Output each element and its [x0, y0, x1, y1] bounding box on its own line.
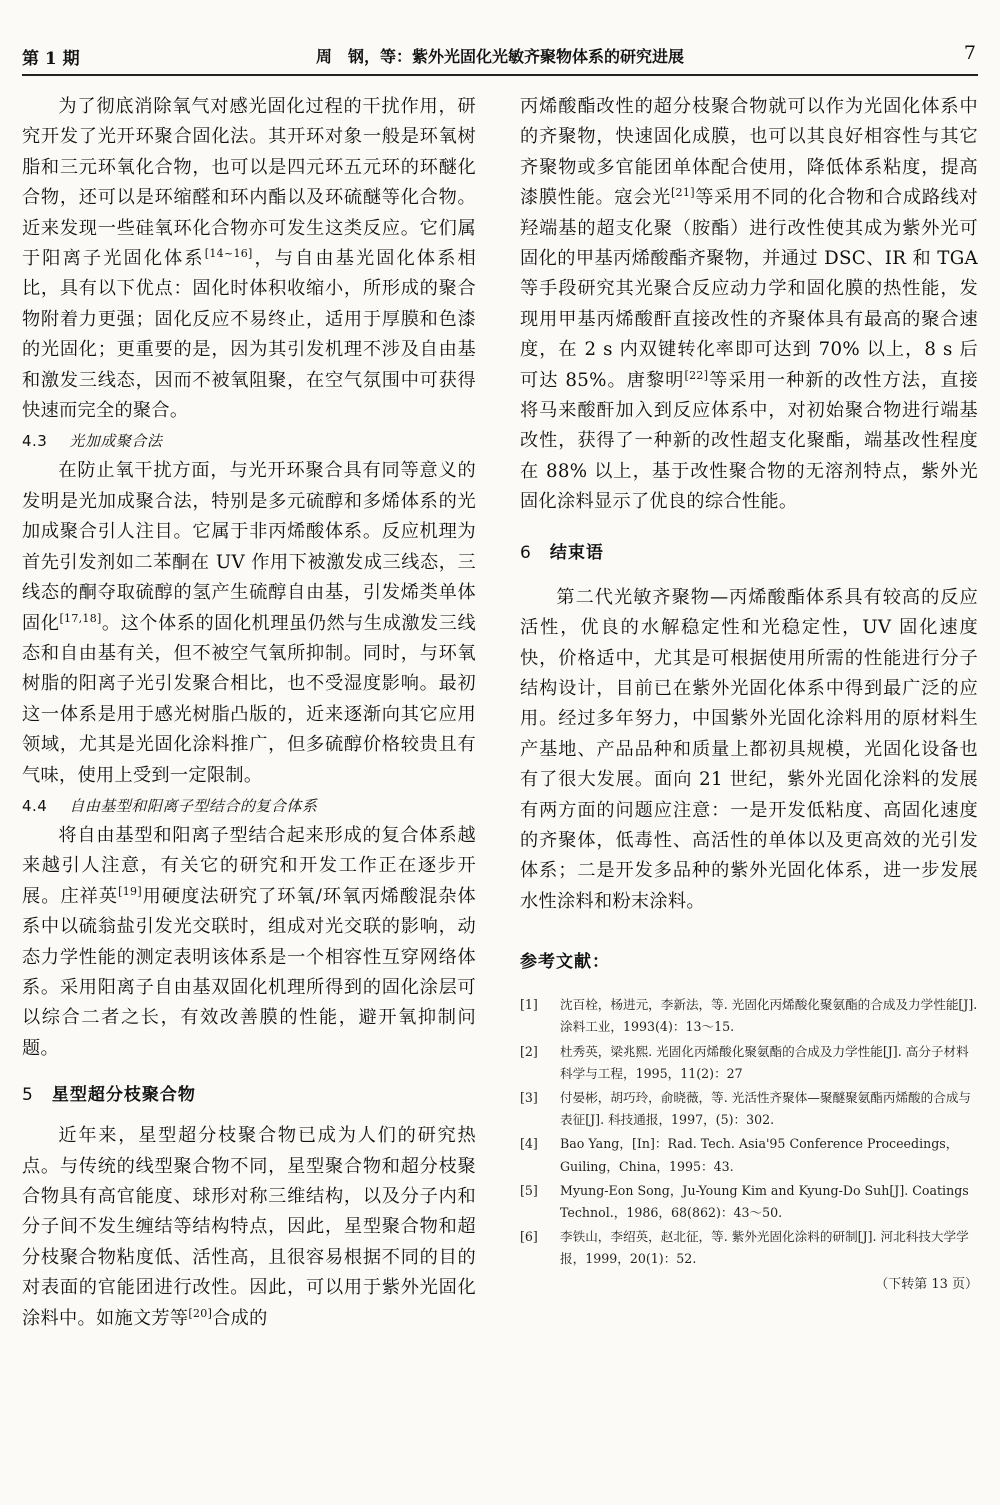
left-column	[22, 92, 476, 1334]
reference-text: 杜秀英，梁兆熙. 光固化丙烯酸化聚氨酯的合成及力学性能[J]. 高分子材料科学与工程，1995，11(2)：27	[560, 1043, 969, 1081]
running-title: 周 钢，等：紫外光固化光敏齐聚物体系的研究进展	[315, 47, 684, 66]
subsection-heading-4-3	[22, 426, 476, 456]
reference-number: [3]	[520, 1089, 538, 1105]
text: 将自由基型和阳离子型结合起来形成的复合体系越来越引人注意，有关它的研究和开发工作正在逐步开展。庄祥英	[22, 824, 476, 907]
right-column	[520, 92, 978, 1292]
section-number: 5	[22, 1085, 34, 1106]
citation: [19]	[118, 884, 142, 898]
text: 合成的	[212, 1307, 268, 1329]
section-title: 结束语	[549, 542, 604, 563]
page-number: 7	[963, 42, 976, 64]
text: 等采用一种新的改性方法，直接将马来酸酐加入到反应体系中，对初始聚合物进行端基改性，获得了一种新的改性超支化聚酯，端基改性程度在 88% 以上，基于改性聚合物的无溶剂特点，紫外光固化涂料显示了优良的综合性能。	[520, 369, 978, 513]
paragraph-photo-addition	[22, 456, 476, 790]
subsection-number: 4.4	[22, 796, 48, 815]
reference-list	[520, 994, 978, 1270]
reference-item	[520, 1133, 978, 1177]
subsection-title: 光加成聚合法	[69, 432, 163, 451]
reference-text: Myung-Eon Song，Ju-Young Kim and Kyung-Do Suh[J]. Coatings Technol.，1986，68(862)：43～50.	[560, 1182, 969, 1220]
citation: [14~16]	[204, 247, 253, 261]
section-heading-6	[520, 538, 978, 563]
text: 用硬度法研究了环氧/环氧丙烯酸混杂体系中以硫翁盐引发光交联时，组成对光交联的影响，动态力学性能的测定表明该体系是一个相容性互穿网络体系。采用阳离子自由基双固化机理所得到的固化涂层可以综合二者之长，有效改善膜的性能，避开氧抑制问题。	[22, 885, 476, 1059]
paragraph-star-polymers	[22, 1121, 476, 1334]
subsection-number: 4.3	[22, 432, 48, 451]
paragraph-cationic-curing	[22, 92, 476, 426]
section-heading-5	[22, 1080, 476, 1105]
subsection-title: 自由基型和阳离子型结合的复合体系	[69, 796, 318, 815]
reference-text: Bao Yang，[In]：Rad. Tech. Asia'95 Conference Proceedings，Guiling，China，1995：43.	[560, 1136, 959, 1174]
page-header	[22, 38, 978, 76]
reference-text: 沈百栓，杨进元，李新法，等. 光固化丙烯酸化聚氨酯的合成及力学性能[J]. 涂料工业，1993(4)：13～15.	[560, 997, 978, 1035]
issue-label: 第 1 期	[22, 49, 80, 69]
text: 丙烯酸酯改性的超分枝聚合物就可以作为光固化体系中的齐聚物，快速固化成膜，也可以其良好相容性与其它齐聚物或多官能团单体配合使用，降低体系粘度，提高漆膜性能。寇会光	[520, 96, 978, 209]
text: 。这个体系的固化机理虽仍然与生成激发三线态和自由基有关，但不被空气氧所抑制。同时，与环氧树脂的阳离子光引发聚合相比，也不受湿度影响。最初这一体系是用于感光树脂凸版的，近来逐渐向其它应用领域，尤其是光固化涂料推广，但多硫醇价格较贵且有气味，使用上受到一定限制。	[22, 612, 476, 786]
text: ，与自由基光固化体系相比，具有以下优点：固化时体积收缩小，所形成的聚合物附着力更强；固化反应不易终止，适用于厚膜和色漆的光固化；更重要的是，因为其引发机理不涉及自由基和激发三线态，因而不被氧阻聚，在空气氛围中可获得快速而完全的聚合。	[22, 248, 476, 422]
reference-text: 李铁山，李绍英，赵北征，等. 紫外光固化涂料的研制[J]. 河北科技大学学报，1999，20(1)：52.	[560, 1229, 969, 1267]
section-number: 6	[520, 542, 532, 563]
references-heading: 参考文献：	[520, 952, 610, 973]
paragraph-hyperbranched-continued	[520, 92, 978, 518]
reference-number: [5]	[520, 1182, 538, 1198]
citation: [22]	[684, 368, 709, 382]
text: 等采用不同的化合物和合成路线对羟端基的超支化聚（胺酯）进行改性使其成为紫外光可固化的甲基丙烯酸酯齐聚物，并通过 DSC、IR 和 TGA 等手段研究其光聚合反应动力学和固化膜的热性能，发现用甲基丙烯酸酐直接改性的齐聚体具有最高的聚合速度，在 2 s 内双键转化率即可达到 70% 以上，8 s 后可达 85%。唐黎明	[520, 187, 978, 391]
reference-item	[520, 1041, 978, 1085]
reference-item	[520, 1087, 978, 1131]
citation: [21]	[671, 186, 695, 200]
reference-item	[520, 1180, 978, 1224]
continued-note: （下转第 13 页）	[875, 1276, 978, 1292]
text: 在防止氧干扰方面，与光开环聚合具有同等意义的发明是光加成聚合法，特别是多元硫醇和多烯体系的光加成聚合引人注目。它属于非丙烯酸体系。反应机理为首先引发剂如二苯酮在 UV 作用下被激发成三线态，三线态的酮夺取硫醇的氢产生硫醇自由基，引发烯类单体固化	[22, 460, 476, 634]
reference-text: 付晏彬，胡巧玲，俞晓薇，等. 光活性齐聚体—聚醚聚氨酯丙烯酸的合成与表征[J]. 科技通报，1997，(5)：302.	[560, 1089, 972, 1128]
paragraph-conclusion	[520, 583, 978, 917]
text: 第二代光敏齐聚物—丙烯酸酯体系具有较高的反应活性，优良的水解稳定性和光稳定性，UV 固化速度快，价格适中，尤其是可根据使用所需的性能进行分子结构设计，目前已在紫外光固化体系中得到最广泛的应用。经过多年努力，中国紫外光固化涂料用的原材料生产基地、产品品种和质量上都初具规模，光固化设备也有了很大发展。面向 21 世纪，紫外光固化涂料的发展有两方面的问题应注意：一是开发低粘度、高固化速度的齐聚体，低毒性、高活性的单体以及更高效的光引发体系；二是开发多品种的紫外光固化体系，进一步发展水性涂料和粉末涂料。	[520, 586, 978, 912]
reference-item	[520, 994, 978, 1038]
reference-number: [4]	[520, 1136, 538, 1152]
reference-number: [1]	[520, 997, 538, 1013]
section-title: 星型超分枝聚合物	[51, 1085, 196, 1106]
citation: [20]	[188, 1306, 213, 1320]
paragraph-hybrid-system	[22, 821, 476, 1064]
reference-item	[520, 1226, 978, 1270]
citation: [17,18]	[59, 611, 102, 625]
text: 为了彻底消除氧气对感光固化过程的干扰作用，研究开发了光开环聚合固化法。其开环对象一般是环氧树脂和三元环氧化合物，也可以是四元环五元环的环醚化合物，还可以是环缩醛和环内酯以及环硫醚等化合物。近来发现一些硅氧环化合物亦可发生这类反应。它们属于阳离子光固化体系	[22, 96, 476, 270]
subsection-heading-4-4	[22, 791, 476, 821]
reference-number: [2]	[520, 1043, 538, 1059]
text: 近年来，星型超分枝聚合物已成为人们的研究热点。与传统的线型聚合物不同，星型聚合物和超分枝聚合物具有高官能度、球形对称三维结构，以及分子内和分子间不发生缠结等结构特点，因此，星型聚合物和超分枝聚合物粘度低、活性高，且很容易根据不同的目的对表面的官能团进行改性。因此，可以用于紫外光固化涂料中。如施文芳等	[22, 1125, 476, 1329]
reference-number: [6]	[520, 1229, 538, 1245]
